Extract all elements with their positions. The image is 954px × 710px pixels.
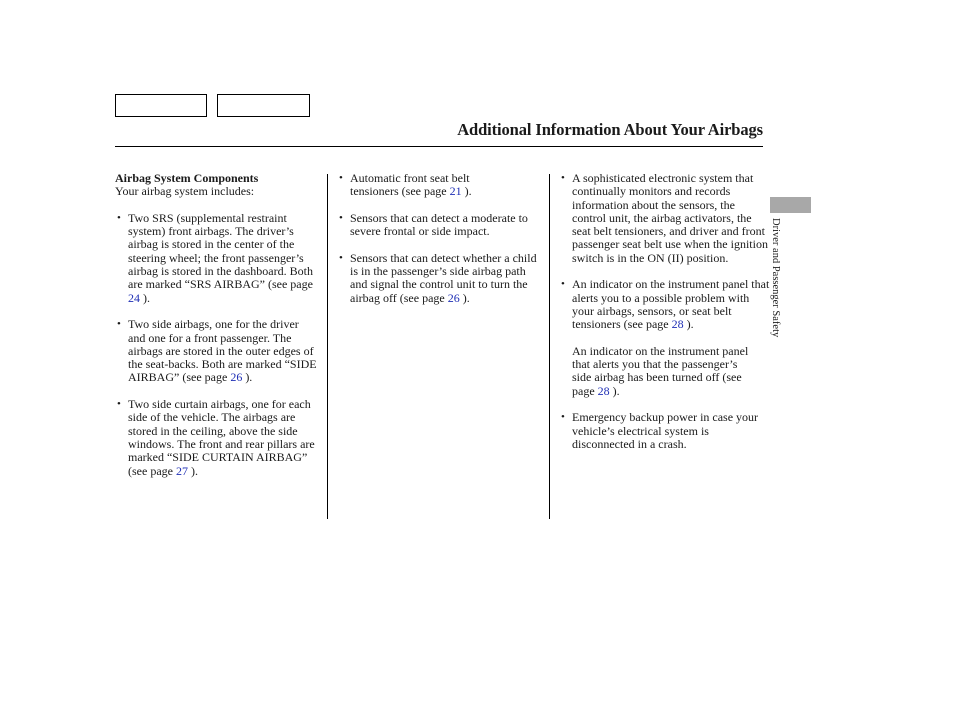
list-item-text: Automatic front seat belt tensioners (see page (350, 171, 470, 199)
page-link[interactable]: 26 (230, 370, 243, 385)
column-3 (559, 171, 770, 451)
list-item-text: Two side airbags, one for the driver and one for a front passenger. The airbags are stored in the outer edges of the seat-backs. Both are marked “SIDE AIRBAG” (see page (128, 317, 317, 385)
list-item (337, 212, 550, 239)
page-link[interactable]: 28 (671, 317, 684, 332)
paragraph-text: An indicator on the instrument panel that alerts you that the passenger’s side airbag has been turned off (see page (572, 343, 749, 398)
list-item (115, 212, 322, 305)
page-link[interactable]: 27 (175, 463, 188, 478)
paragraph-suffix: ). (609, 383, 620, 398)
list-item (115, 398, 320, 478)
list-item-text: Two SRS (supplemental restraint system) front airbags. The driver’s airbag is stored in the center of the steering wheel; the front passenger’s airbag is stored in the dashboard. Both are marked “SRS AIRBAG” (see page (128, 210, 313, 292)
list-item-text: A sophisticated electronic system that continually monitors and records information about the sensors, the control unit, the airbag activators, the seat belt tensioners, and driver and front passenger seat belt use when the ignition switch is in the ON (II) position. (572, 171, 768, 265)
page-title: Additional Information About Your Airbags (457, 120, 763, 139)
title-rule (115, 146, 763, 147)
list-item-text: Emergency backup power in case your vehicle’s electrical system is disconnected in a crash. (572, 410, 759, 451)
column-1 (115, 172, 325, 478)
nav-button-contents[interactable] (115, 94, 207, 117)
list-item-suffix: ). (459, 290, 470, 305)
list-item-suffix: ). (140, 290, 150, 305)
list-item-text: An indicator on the instrument panel that alerts you to a possible problem with your airbags, sensors, or seat belt tensioners (see page (572, 277, 770, 332)
list-item (337, 252, 540, 305)
section-heading: Airbag System Components (115, 171, 259, 185)
list-item (337, 172, 510, 199)
list-item-suffix: ). (683, 317, 694, 332)
page-link[interactable]: 26 (447, 290, 460, 305)
column-divider-1 (327, 174, 328, 519)
list-item-suffix: ). (242, 370, 253, 385)
page-link[interactable]: 28 (597, 383, 610, 398)
paragraph (559, 345, 757, 398)
section-side-label: Driver and Passenger Safety (770, 218, 781, 338)
list-item (559, 172, 770, 265)
list-item-text: Sensors that can detect a moderate to severe frontal or side impact. (350, 210, 528, 239)
section-tab-marker (770, 197, 811, 213)
column-2 (337, 172, 542, 305)
list-item (559, 278, 770, 331)
list-item-suffix: ). (461, 184, 472, 199)
list-item (559, 411, 770, 451)
page-link[interactable]: 24 (128, 290, 140, 305)
list-item-text: Sensors that can detect whether a child is in the passenger’s side airbag path and signal the control unit to turn the airbag off (see page (350, 250, 537, 305)
list-item-text: Two side curtain airbags, one for each side of the vehicle. The airbags are stored in the ceiling, above the side windows. The front and rear pillars are marked “SIDE CURTAIN AIRBAG” (see page (128, 397, 315, 478)
section-intro: Your airbag system includes: (115, 184, 255, 199)
page-link[interactable]: 21 (449, 184, 462, 199)
list-item-suffix: ). (187, 463, 198, 478)
list-item (115, 318, 319, 384)
nav-button-index[interactable] (217, 94, 310, 117)
